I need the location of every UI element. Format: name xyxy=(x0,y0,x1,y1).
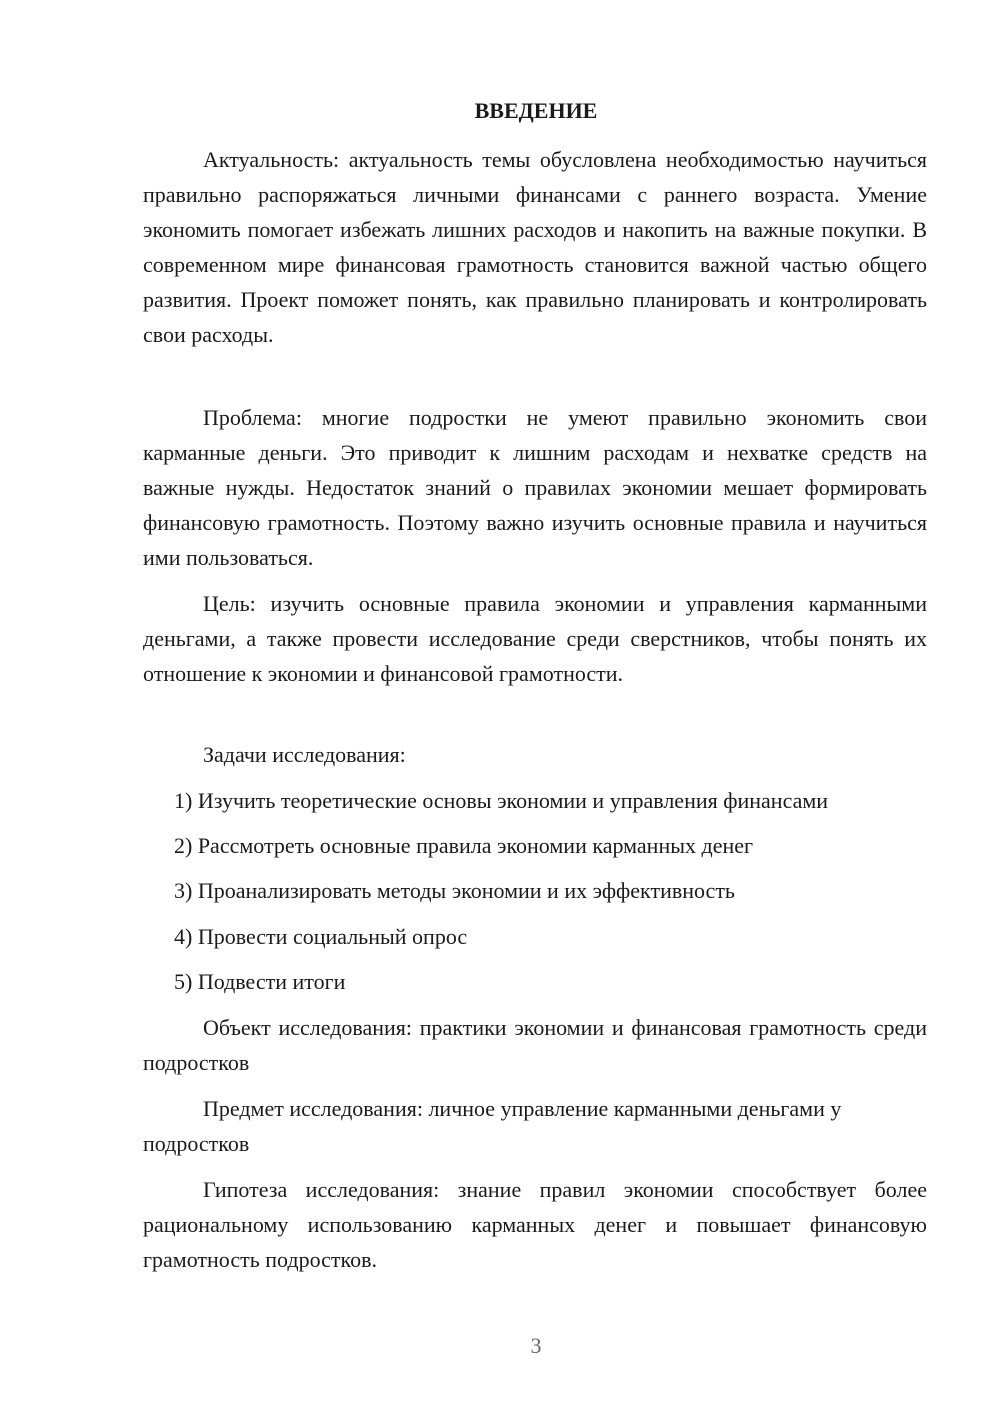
task-item: 2) Рассмотреть основные правила экономии карманных денег xyxy=(174,833,754,858)
task-item: 1) Изучить теоретические основы экономии и управления финансами xyxy=(174,788,829,813)
relevance-paragraph: Актуальность: актуальность темы обусловлена необходимостью научиться правильно распоряжаться личными финансами с раннего возраста. Умение экономить помогает избежать лишних расходов и накопить на важные покупки. В современном мире финансовая грамотность становится важной частью общего развития. Проект поможет понять, как правильно планировать и контролировать свои расходы. xyxy=(143,147,927,347)
tasks-heading: Задачи исследования: xyxy=(203,742,406,767)
subject-paragraph: Предмет исследования: личное управление карманными деньгами у подростков xyxy=(143,1096,842,1156)
problem-paragraph: Проблема: многие подростки не умеют правильно экономить свои карманные деньги. Это приводит к лишним расходам и нехватке средств на важные нужды. Недостаток знаний о правилах экономии мешает формировать финансовую грамотность. Поэтому важно изучить основные правила и научиться ими пользоваться. xyxy=(143,405,927,570)
goal-paragraph: Цель: изучить основные правила экономии и управления карманными деньгами, а также провести исследование среди сверстников, чтобы понять их отношение к экономии и финансовой грамотности. xyxy=(143,591,927,686)
page-title: ВВЕДЕНИЕ xyxy=(474,98,598,123)
hypothesis-paragraph: Гипотеза исследования: знание правил экономии способствует более рациональному использованию карманных денег и повышает финансовую грамотность подростков. xyxy=(143,1177,927,1272)
task-item: 3) Проанализировать методы экономии и их эффективность xyxy=(174,878,735,903)
page-number: 3 xyxy=(530,1333,542,1358)
task-item: 4) Провести социальный опрос xyxy=(174,924,468,949)
object-paragraph: Объект исследования: практики экономии и финансовая грамотность среди подростков xyxy=(143,1015,927,1075)
task-item: 5) Подвести итоги xyxy=(174,969,346,994)
